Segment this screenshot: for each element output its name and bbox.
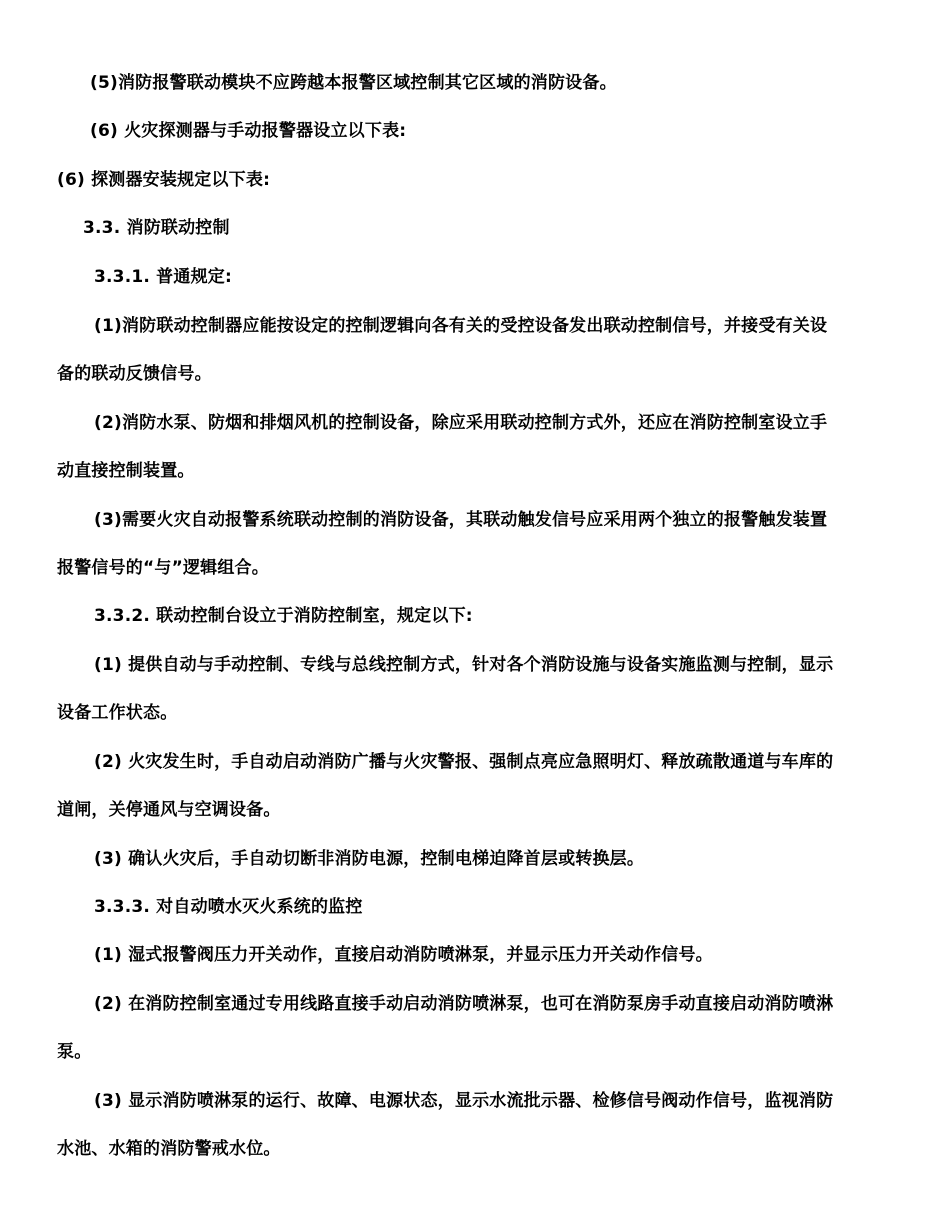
paragraph-7-line-1: (1) 湿式报警阀压力开关动作，直接启动消防喷淋泵，并显示压力开关动作信号。 <box>94 945 713 965</box>
paragraph-3-line-1: (3)需要火灾自动报警系统联动控制的消防设备，其联动触发信号应采用两个独立的报警触发装置 <box>94 510 828 530</box>
text-line-item-5-modules: (5)消防报警联动模块不应跨越本报警区域控制其它区域的消防设备。 <box>90 73 617 93</box>
paragraph-6-line-1: (3) 确认火灾后，手自动切断非消防电源，控制电梯迫降首层或转换层。 <box>94 849 645 869</box>
paragraph-8-line-2: 泵。 <box>57 1042 92 1062</box>
paragraph-5-line-1: (2) 火灾发生时，手自动启动消防广播与火灾警报、强制点亮应急照明灯、释放疏散通道与车库的 <box>94 752 834 772</box>
subsection-heading-3-3-3: 3.3.3. 对自动喷水灭火系统的监控 <box>94 897 363 917</box>
paragraph-1-line-2: 备的联动反馈信号。 <box>57 364 212 384</box>
text-line-item-6-detectors: (6) 火灾探测器与手动报警器设立以下表: <box>90 121 407 141</box>
text-line-item-6-installation: (6) 探测器安装规定以下表: <box>57 170 271 190</box>
paragraph-3-line-2: 报警信号的“与”逻辑组合。 <box>57 558 269 578</box>
paragraph-2-line-2: 动直接控制装置。 <box>57 461 195 481</box>
paragraph-4-line-1: (1) 提供自动与手动控制、专线与总线控制方式，针对各个消防设施与设备实施监测与控制，显示 <box>94 655 834 675</box>
subsection-heading-3-3-1: 3.3.1. 普通规定: <box>94 267 232 287</box>
paragraph-9-line-2: 水池、水箱的消防警戒水位。 <box>57 1139 281 1159</box>
section-heading-3-3: 3.3. 消防联动控制 <box>83 218 230 238</box>
paragraph-2-line-1: (2)消防水泵、防烟和排烟风机的控制设备，除应采用联动控制方式外，还应在消防控制室设立手 <box>94 413 828 433</box>
paragraph-9-line-1: (3) 显示消防喷淋泵的运行、故障、电源状态，显示水流批示器、检修信号阀动作信号，监视消防 <box>94 1091 834 1111</box>
paragraph-5-line-2: 道闸，关停通风与空调设备。 <box>57 800 281 820</box>
paragraph-1-line-1: (1)消防联动控制器应能按设定的控制逻辑向各有关的受控设备发出联动控制信号，并接受有关设 <box>94 316 828 336</box>
subsection-heading-3-3-2: 3.3.2. 联动控制台设立于消防控制室，规定以下: <box>94 606 473 626</box>
paragraph-4-line-2: 设备工作状态。 <box>57 703 178 723</box>
paragraph-8-line-1: (2) 在消防控制室通过专用线路直接手动启动消防喷淋泵，也可在消防泵房手动直接启动消防喷淋 <box>94 994 834 1014</box>
